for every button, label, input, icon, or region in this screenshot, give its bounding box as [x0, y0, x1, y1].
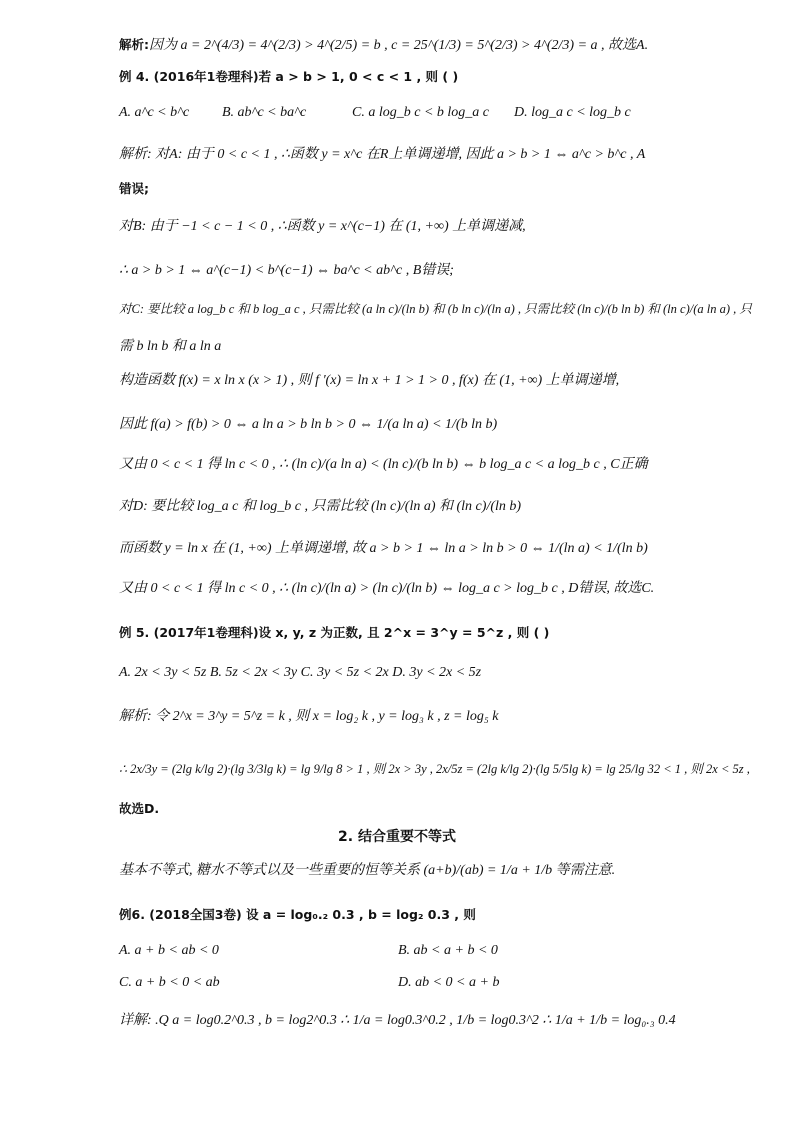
line-analysis-1: 解析:因为 a = 2^(4/3) = 4^(2/3) > 4^(2/5) = b , c = 25^(1/3) = 5^(2/3) > 4^(2/3) = a , 故选A.: [119, 37, 649, 53]
ex6-option-c: C. a + b < 0 < ab: [119, 975, 220, 990]
analysis-c-conclusion: 又由 0 < c < 1 得 ln c < 0 , ∴ (ln c)/(a ln a) < (ln c)/(b ln b) ⇔ b log_a c < a log_b c , C正确: [119, 457, 648, 472]
analysis-b-cont: ∴ a > b > 1 ⇔ a^(c−1) < b^(c−1) ⇔ ba^c < ab^c , B错误;: [119, 263, 454, 278]
analysis-d-function: 而函数 y = ln x 在 (1, +∞) 上单调递增, 故 a > b > 1 ⇔ ln a > ln b > 0 ⇔ 1/(ln a) < 1/(ln b): [119, 541, 648, 556]
analysis-a-cont: 错误;: [119, 181, 149, 196]
example-4-stem: 例 4. (2016年1卷理科)若 a > b > 1, 0 < c < 1 , 则 ( ): [119, 69, 459, 84]
analysis-d-conclusion: 又由 0 < c < 1 得 ln c < 0 , ∴ (ln c)/(ln a) > (ln c)/(ln b) ⇔ log_a c > log_b c , D错误, 故选C.: [119, 581, 655, 596]
ex4-option-a: A. a^c < b^c: [119, 105, 190, 120]
section-heading: 2. 结合重要不等式: [338, 829, 456, 845]
paragraph-inequalities: 基本不等式, 糖水不等式以及一些重要的恒等关系 (a+b)/(ab) = 1/a + 1/b 等需注意.: [119, 863, 616, 878]
ex5-options: A. 2x < 3y < 5z B. 5z < 2x < 3y C. 3y < 5z < 2x D. 3y < 2x < 5z: [119, 665, 482, 680]
ex6-detailed-solution: 详解: .Q a = log0.2^0.3 , b = log2^0.3 ∴ 1/a = log0.3^0.2 , 1/b = log0.3^2 ∴ 1/a + 1/b = log₀.₃ 0.4: [119, 1013, 676, 1028]
ex4-option-b: B. ab^c < ba^c: [222, 105, 307, 120]
example-6-stem: 例6. (2018全国3卷) 设 a = log₀.₂ 0.3 , b = log₂ 0.3 , 则: [119, 907, 476, 922]
ex5-analysis: 解析: 令 2^x = 3^y = 5^z = k , 则 x = log₂ k , y = log₃ k , z = log₅ k: [119, 709, 499, 724]
analysis-d: 对D: 要比较 log_a c 和 log_b c , 只需比较 (ln c)/(ln a) 和 (ln c)/(ln b): [119, 499, 522, 514]
ex4-option-c: C. a log_b c < b log_a c: [352, 105, 489, 120]
ex6-option-d: D. ab < 0 < a + b: [398, 975, 500, 990]
ex6-option-a: A. a + b < ab < 0: [119, 943, 219, 958]
example-5-stem: 例 5. (2017年1卷理科)设 x, y, z 为正数, 且 2^x = 3^y = 5^z , 则 ( ): [119, 625, 550, 640]
ex5-answer: 故选D.: [119, 801, 160, 816]
ex6-option-b: B. ab < a + b < 0: [398, 943, 498, 958]
therefore-line: 因此 f(a) > f(b) > 0 ⇔ a ln a > b ln b > 0 ⇔ 1/(a ln a) < 1/(b ln b): [119, 417, 498, 432]
analysis-a: 解析: 对A: 由于 0 < c < 1 , ∴函数 y = x^c 在R上单调递增, 因此 a > b > 1 ⇔ a^c > b^c , A: [119, 147, 646, 162]
ex4-option-d: D. log_a c < log_b c: [514, 105, 631, 120]
construct-function: 构造函数 f(x) = x ln x (x > 1) , 则 f '(x) = ln x + 1 > 1 > 0 , f(x) 在 (1, +∞) 上单调递增,: [119, 373, 620, 388]
analysis-c: 对C: 要比较 a log_b c 和 b log_a c , 只需比较 (a ln c)/(ln b) 和 (b ln c)/(ln a) , 只需比较 (ln c)/(b ln b) 和 (ln c)/(a ln a) , 只: [119, 302, 752, 316]
analysis-c-cont: 需 b ln b 和 a ln a: [119, 339, 222, 354]
ex5-derivation: ∴ 2x/3y = (2lg k/lg 2)·(lg 3/3lg k) = lg 9/lg 8 > 1 , 则 2x > 3y , 2x/5z = (2lg k/lg 2)·(lg 5/5lg k) = lg 25/lg 32 < 1 , 则 2x < 5z ,: [119, 762, 750, 776]
analysis-b: 对B: 由于 −1 < c − 1 < 0 , ∴函数 y = x^(c−1) 在 (1, +∞) 上单调递减,: [119, 219, 526, 234]
